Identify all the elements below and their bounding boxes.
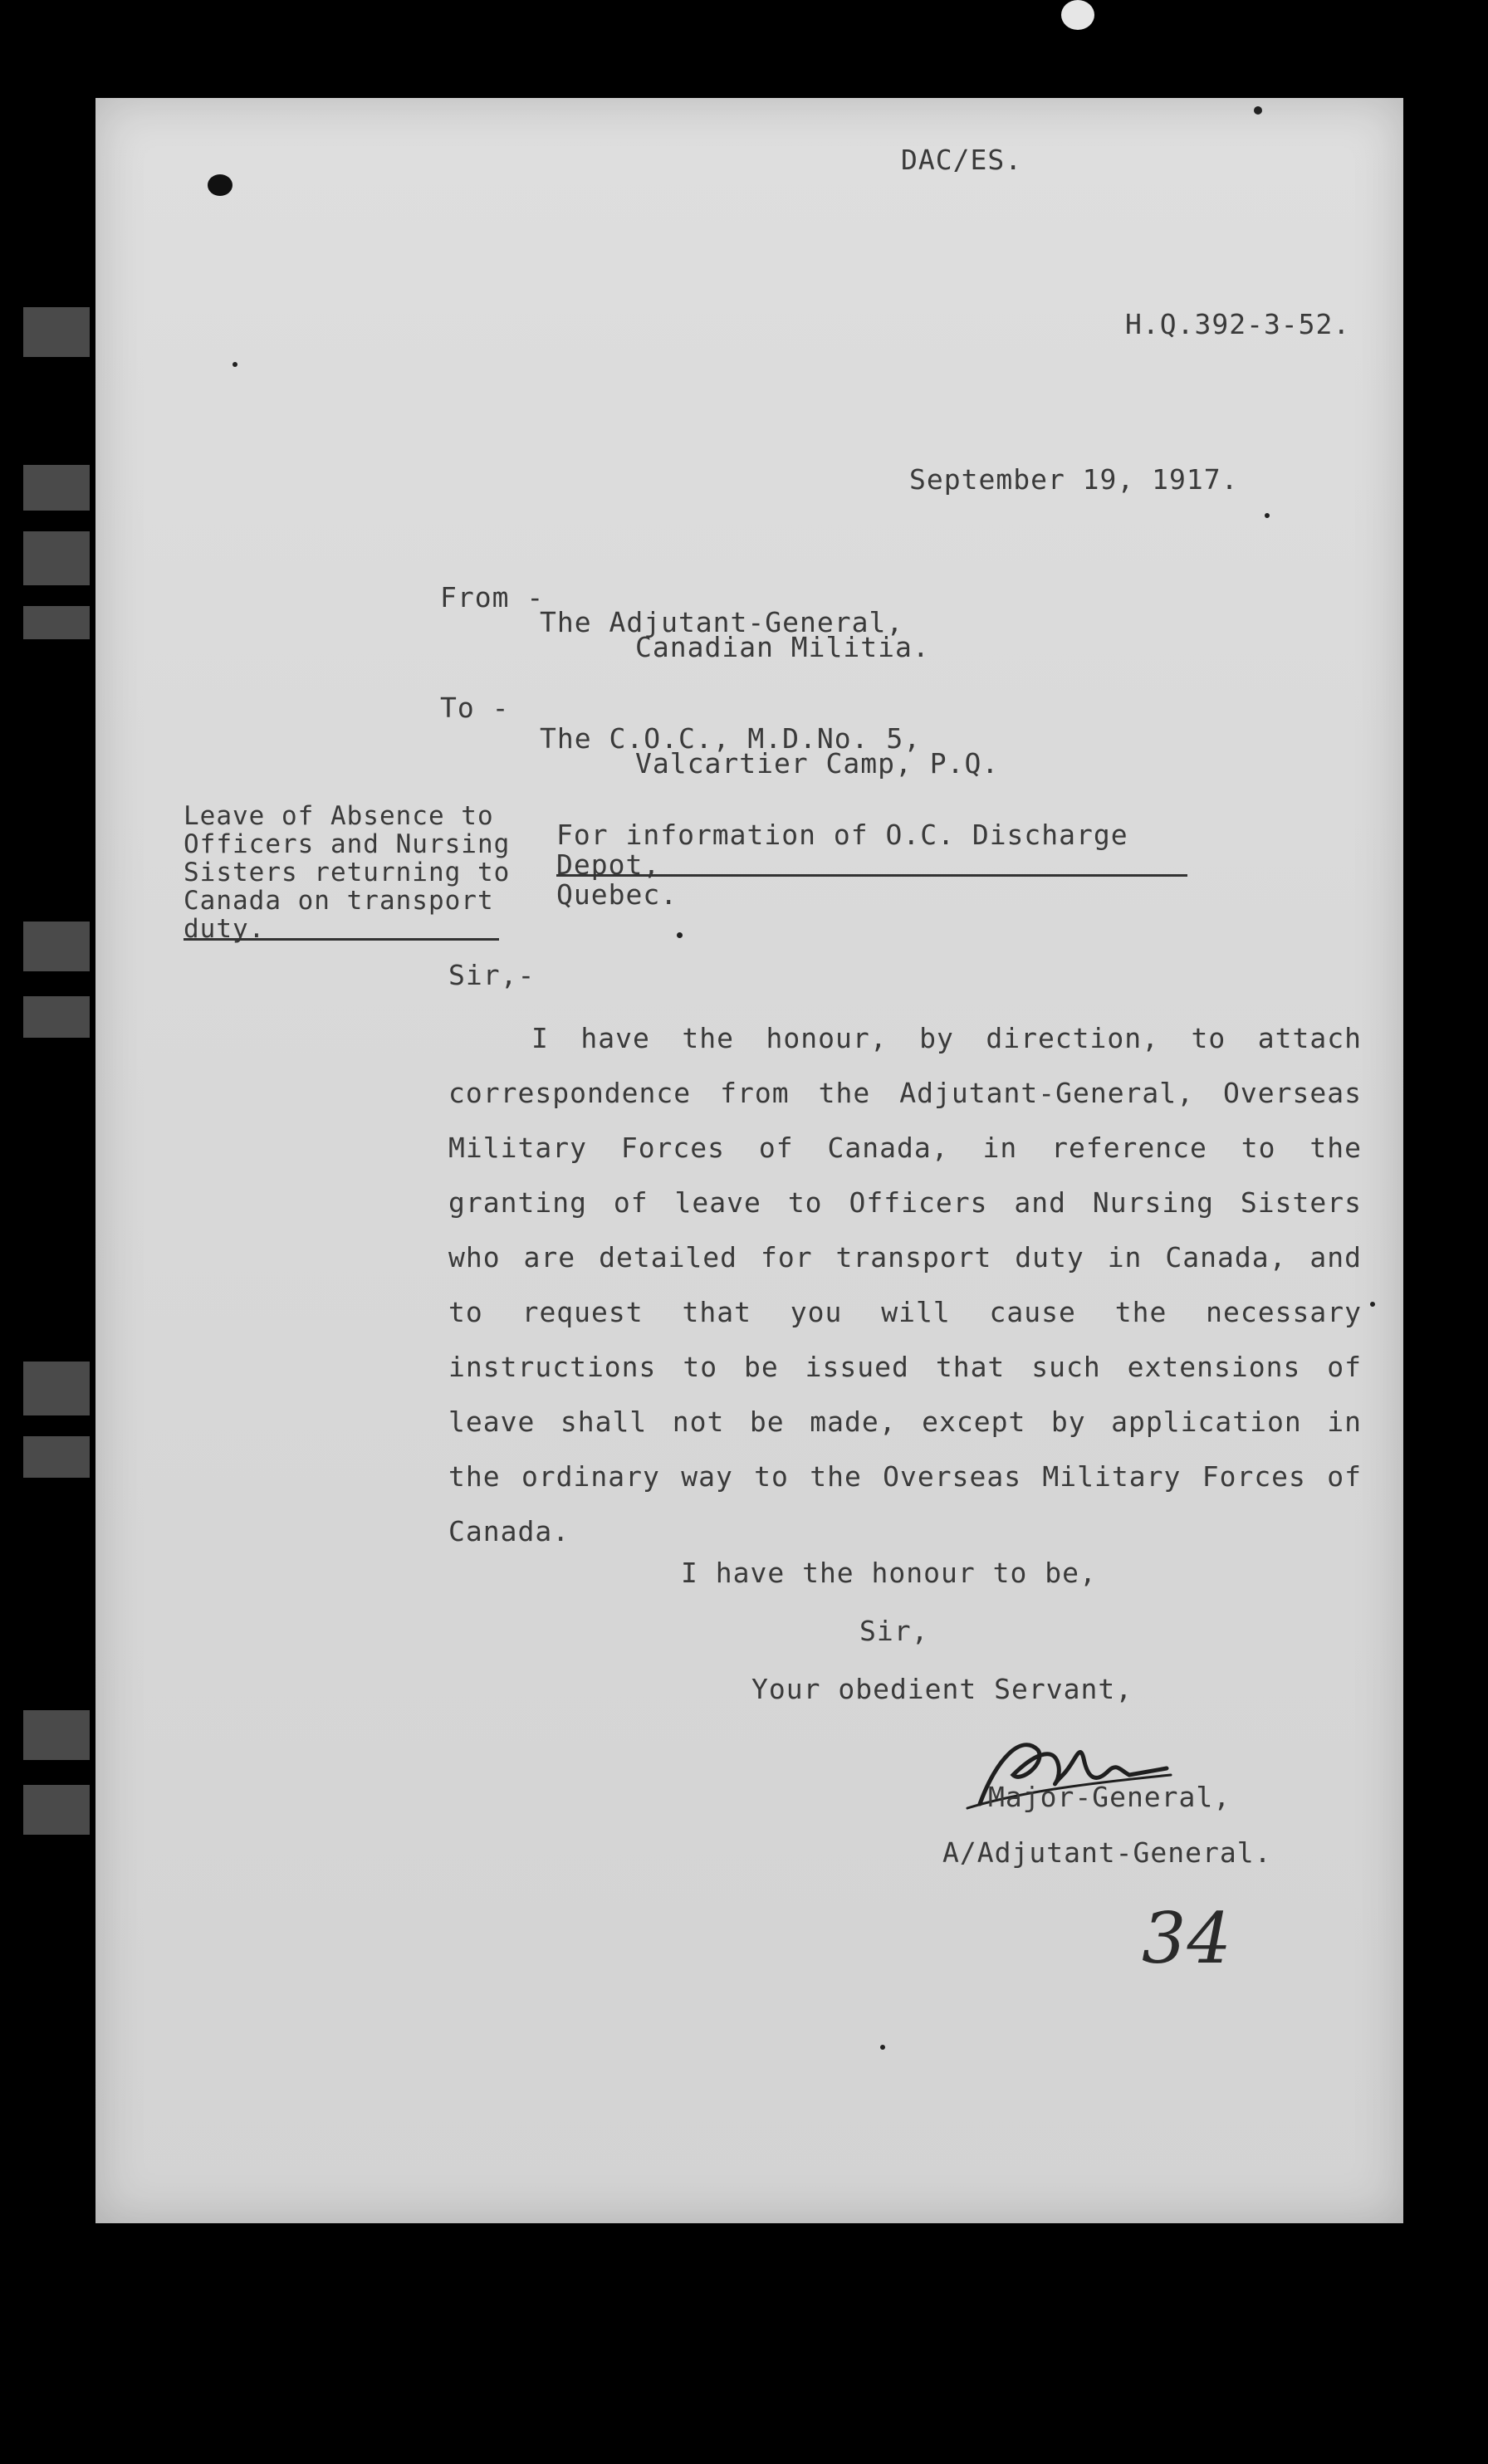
from-label: From - (440, 581, 545, 614)
film-perforation (23, 922, 90, 971)
film-perforation (23, 307, 90, 357)
sender-organization: Canadian Militia. (635, 631, 930, 663)
subject-heading: Leave of Absence to Officers and Nursing Sisters returning to Canada on transport duty. (184, 801, 511, 944)
reference-code: DAC/ES. (901, 144, 1023, 176)
information-underline (556, 874, 1187, 877)
film-perforation (23, 1785, 90, 1835)
handwritten-folio-number: 34 (1142, 1898, 1232, 1979)
film-perforation (23, 1362, 90, 1415)
ink-speck (232, 362, 237, 367)
file-number: H.Q.392-3-52. (1125, 308, 1351, 340)
ink-speck (1265, 513, 1270, 518)
film-perforation (23, 606, 90, 639)
letter-body: I have the honour, by direction, to attach correspondence from the Adjutant-General, Overseas Military Forces of Canada, in reference to the granting of leave to Officers and Nursing Sisters who are detailed for transport duty in Canada, and to request that you will cause the necessary instructions to be issued that such extensions of leave shall not be made, except by application in the ordinary way to the Overseas Military Forces of Canada. (448, 1022, 1362, 1547)
closing-servant: Your obedient Servant, (751, 1673, 1133, 1705)
subject-underline (184, 938, 499, 941)
ink-speck (1254, 106, 1262, 115)
ink-speck (880, 2045, 885, 2050)
salutation: Sir,- (448, 959, 536, 991)
letter-date: September 19, 1917. (909, 463, 1239, 496)
ink-speck (1370, 1302, 1375, 1307)
film-perforation (23, 996, 90, 1038)
punch-hole (208, 174, 232, 196)
information-note: For information of O.C. Discharge Depot, Quebec. (556, 819, 1128, 911)
film-perforation (23, 1710, 90, 1760)
recipient-location: Valcartier Camp, P.Q. (635, 747, 1000, 780)
to-label: To - (440, 692, 510, 724)
document-page (95, 98, 1403, 2223)
sender-title: The Adjutant-General, (540, 606, 904, 638)
film-perforation (23, 465, 90, 511)
closing-line: I have the honour to be, (681, 1557, 1097, 1589)
signatory-rank: Major-General, (988, 1781, 1231, 1813)
ink-speck (677, 932, 683, 938)
film-speck (1061, 0, 1094, 30)
closing-sir: Sir, (859, 1615, 929, 1647)
film-perforation (23, 1436, 90, 1478)
film-perforation (23, 531, 90, 585)
signatory-position: A/Adjutant-General. (942, 1836, 1272, 1869)
recipient-title: The C.O.C., M.D.No. 5, (540, 722, 922, 755)
